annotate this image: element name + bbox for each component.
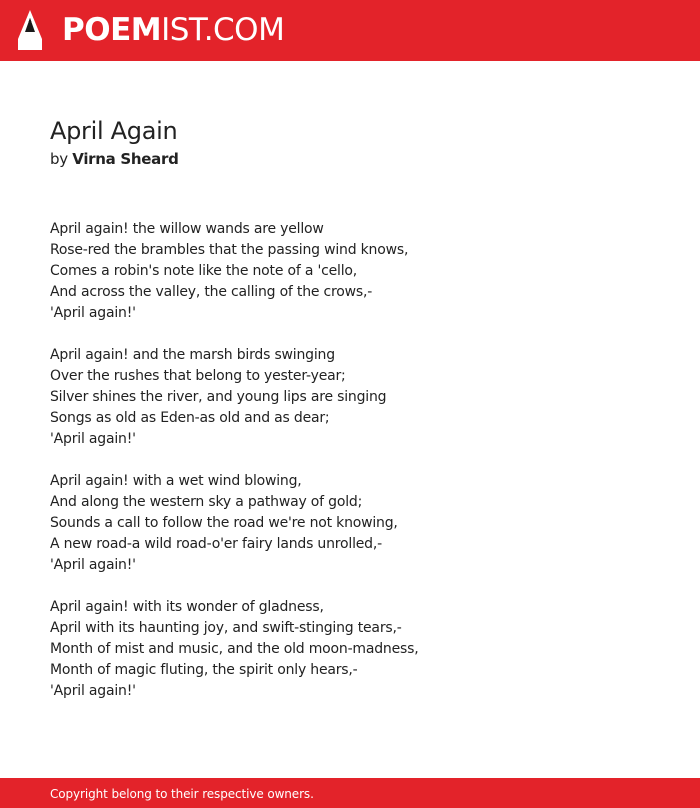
poem-line: 'April again!' (50, 305, 136, 321)
poem-line: Silver shines the river, and young lips are singing (50, 389, 387, 405)
poem-line: 'April again!' (50, 431, 136, 447)
byline (50, 149, 179, 169)
stanza (50, 219, 670, 324)
site-logo-link[interactable] (62, 11, 284, 49)
poem-line: April with its haunting joy, and swift-stinging tears,- (50, 620, 402, 636)
poem-line: And along the western sky a pathway of gold; (50, 494, 363, 510)
poem-line: A new road-a wild road-o'er fairy lands unrolled,- (50, 536, 382, 552)
poem-body (50, 219, 670, 723)
site-header (0, 0, 700, 61)
poem-line: 'April again!' (50, 557, 136, 573)
poem-line: April again! and the marsh birds swinging (50, 347, 335, 363)
poem-line: 'April again!' (50, 683, 136, 699)
author-name: Virna Sheard (72, 150, 179, 168)
pencil-icon[interactable] (18, 10, 42, 50)
poem-line: Over the rushes that belong to yester-year; (50, 368, 346, 384)
poem-line: Songs as old as Eden-as old and as dear; (50, 410, 330, 426)
poem-line: April again! with its wonder of gladness, (50, 599, 324, 615)
poem-line: April again! with a wet wind blowing, (50, 473, 302, 489)
poem-line: And across the valley, the calling of the crows,- (50, 284, 373, 300)
stanza (50, 345, 670, 450)
poem-line: Month of mist and music, and the old moon-madness, (50, 641, 419, 657)
poem-line: Month of magic fluting, the spirit only hears,- (50, 662, 358, 678)
stanza (50, 597, 670, 702)
brand-name-bold: POEM (62, 12, 162, 48)
brand-name-light: IST.COM (161, 12, 285, 48)
poem-line: Comes a robin's note like the note of a 'cello, (50, 263, 358, 279)
copyright-notice: Copyright belong to their respective owners. (50, 787, 314, 801)
by-label: by (50, 150, 68, 168)
poem-title: April Again (50, 117, 178, 145)
poem-line: Sounds a call to follow the road we're not knowing, (50, 515, 398, 531)
stanza (50, 471, 670, 576)
poem-line: Rose-red the brambles that the passing wind knows, (50, 242, 409, 258)
poem-line: April again! the willow wands are yellow (50, 221, 324, 237)
site-footer (0, 778, 700, 808)
